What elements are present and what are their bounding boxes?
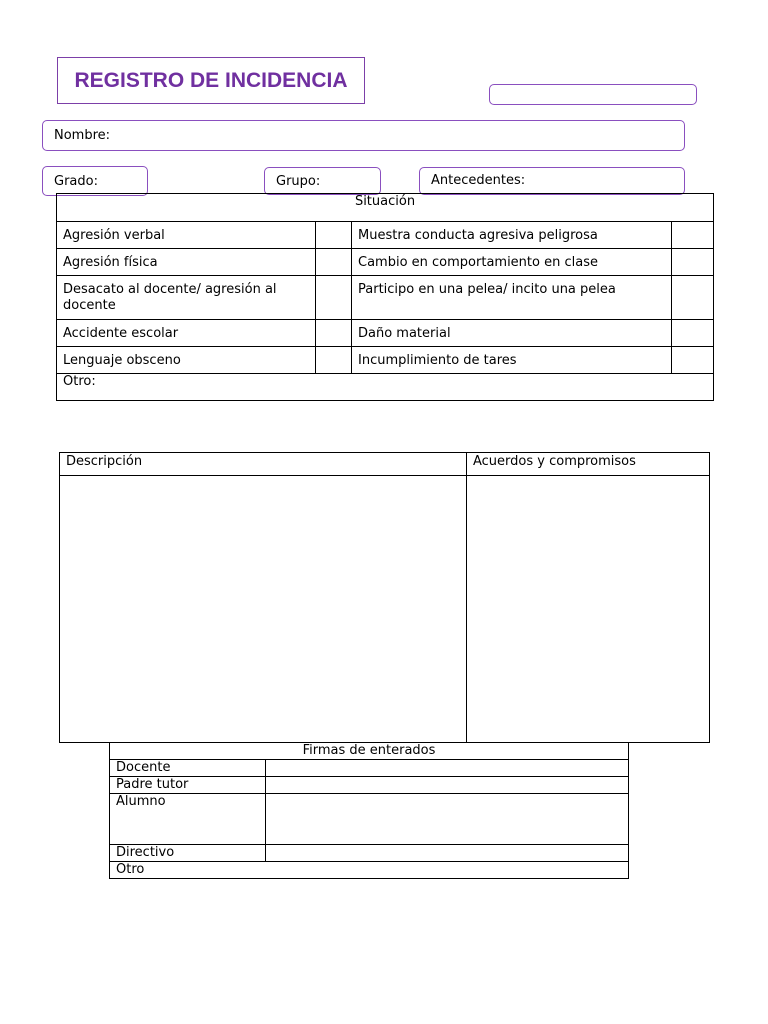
descripcion-area[interactable] xyxy=(60,476,467,743)
situacion-right-item: Participo en una pelea/ incito una pelea xyxy=(352,276,672,320)
situacion-check-cell[interactable] xyxy=(672,276,714,320)
situacion-check-cell[interactable] xyxy=(316,347,352,374)
acuerdos-area[interactable] xyxy=(467,476,710,743)
situacion-check-cell[interactable] xyxy=(316,276,352,320)
situacion-right-item: Muestra conducta agresiva peligrosa xyxy=(352,222,672,249)
situacion-table xyxy=(56,193,714,401)
firmas-header: Firmas de enterados xyxy=(110,743,629,760)
page-title: REGISTRO DE INCIDENCIA xyxy=(74,68,348,92)
nombre-label: Nombre: xyxy=(54,128,111,143)
firma-cell[interactable] xyxy=(266,777,629,794)
firma-label: Alumno xyxy=(110,794,266,845)
grado-label: Grado: xyxy=(54,173,98,189)
firma-label: Padre tutor xyxy=(110,777,266,794)
grupo-field[interactable] xyxy=(264,167,381,195)
situacion-right-item: Cambio en comportamiento en clase xyxy=(352,249,672,276)
situacion-check-cell[interactable] xyxy=(672,222,714,249)
firma-cell[interactable] xyxy=(266,845,629,862)
blank-field[interactable] xyxy=(489,84,697,105)
firma-cell[interactable] xyxy=(266,760,629,777)
title-box xyxy=(57,57,365,104)
situacion-header: Situación xyxy=(57,194,714,222)
firma-label: Docente xyxy=(110,760,266,777)
situacion-otro[interactable]: Otro: xyxy=(57,374,714,401)
grupo-label: Grupo: xyxy=(276,173,321,189)
antecedentes-label: Antecedentes: xyxy=(431,173,526,188)
firma-label: Directivo xyxy=(110,845,266,862)
descripcion-table xyxy=(59,452,710,743)
situacion-left-item: Agresión verbal xyxy=(57,222,316,249)
situacion-check-cell[interactable] xyxy=(316,320,352,347)
situacion-check-cell[interactable] xyxy=(672,249,714,276)
situacion-check-cell[interactable] xyxy=(316,249,352,276)
firma-cell[interactable] xyxy=(266,794,629,845)
grado-field[interactable] xyxy=(42,166,148,196)
antecedentes-field[interactable] xyxy=(419,167,685,195)
situacion-left-item: Lenguaje obsceno xyxy=(57,347,316,374)
situacion-check-cell[interactable] xyxy=(672,320,714,347)
situacion-left-item: Desacato al docente/ agresión al docente xyxy=(57,276,316,320)
situacion-check-cell[interactable] xyxy=(316,222,352,249)
nombre-field[interactable] xyxy=(42,120,685,151)
situacion-right-item: Incumplimiento de tares xyxy=(352,347,672,374)
firmas-table xyxy=(109,742,629,879)
situacion-left-item: Agresión física xyxy=(57,249,316,276)
situacion-left-item: Accidente escolar xyxy=(57,320,316,347)
acuerdos-header: Acuerdos y compromisos xyxy=(467,453,710,476)
situacion-check-cell[interactable] xyxy=(672,347,714,374)
situacion-right-item: Daño material xyxy=(352,320,672,347)
descripcion-header: Descripción xyxy=(60,453,467,476)
firma-otro[interactable]: Otro xyxy=(110,862,629,879)
